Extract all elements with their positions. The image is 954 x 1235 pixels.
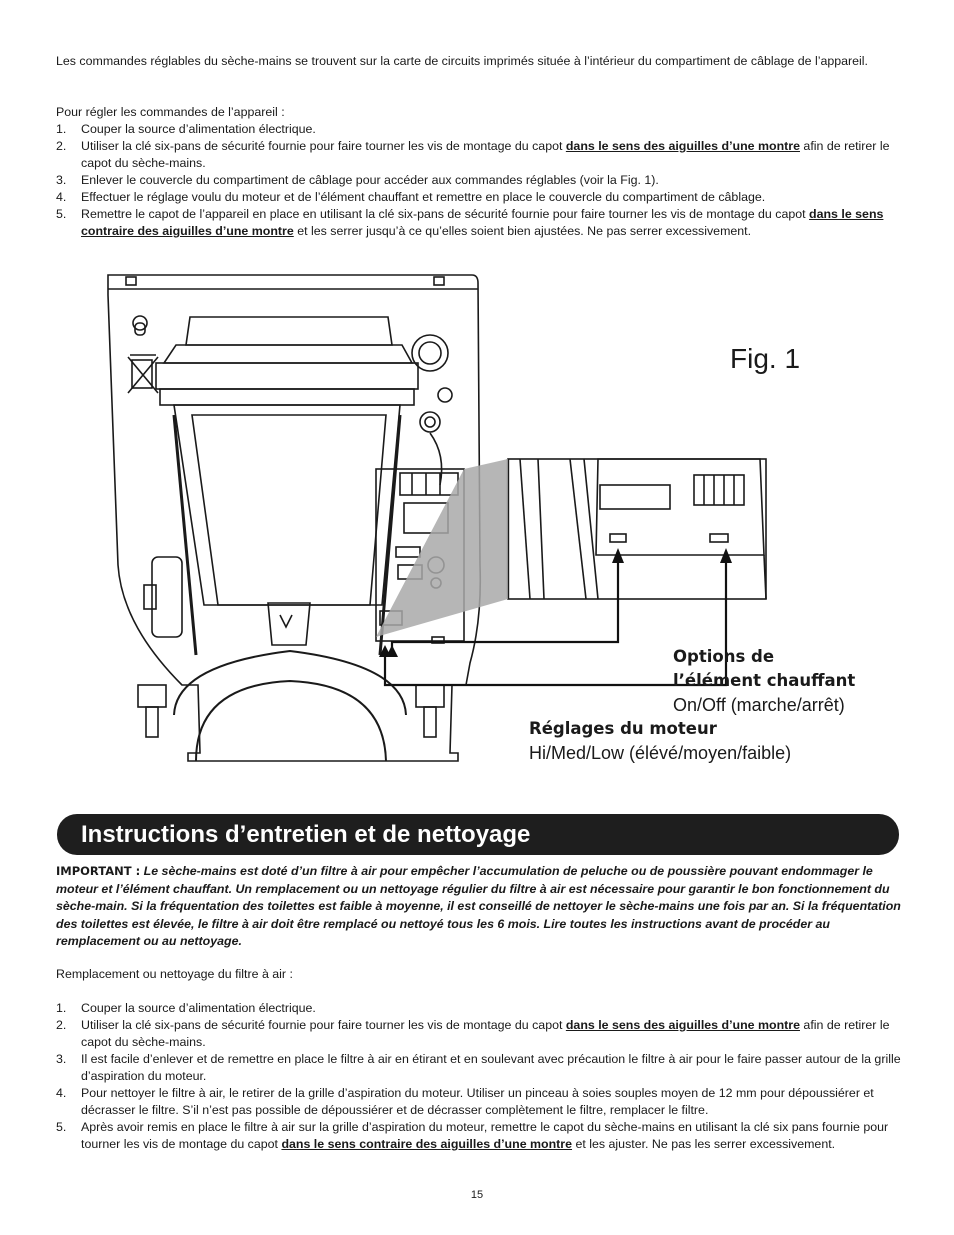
motor-options: Hi/Med/Low (élévé/moyen/faible) bbox=[529, 743, 792, 763]
outlet-hood bbox=[174, 651, 406, 715]
adjust-step-4: 4. Effectuer le réglage voulu du moteur et de l’élément chauffant et remettre en place le couvercle du compartiment de câblage. bbox=[56, 190, 766, 204]
heating-options: On/Off (marche/arrêt) bbox=[673, 695, 845, 715]
adjust-step-1: 1. Couper la source d’alimentation électrique. bbox=[56, 122, 316, 136]
zoomed-circuit-panel bbox=[508, 459, 766, 599]
motor-title: Réglages du moteur bbox=[529, 719, 717, 738]
intro-text: Les commandes réglables du sèche-mains se trouvent sur la carte de circuits imprimés située à l’intérieur du compartiment de câblage de l’appareil. bbox=[56, 54, 868, 68]
section-banner bbox=[57, 814, 899, 855]
section-title: Instructions d’entretien et de nettoyage bbox=[81, 821, 531, 848]
heating-title-line-1: Options de bbox=[673, 647, 775, 666]
motor-settings-callout bbox=[529, 717, 791, 765]
heating-title-line-2: l’élément chauffant bbox=[673, 671, 856, 690]
adjust-step-2: 2. Utiliser la clé six-pans de sécurité fournie pour faire tourner les vis de montage du capot dans le sens des aiguilles d’une montre afin de retirer le capot du sèche-mains. bbox=[56, 139, 890, 170]
filter-steps bbox=[56, 1000, 901, 1153]
dryer-housing-outline bbox=[108, 275, 480, 761]
adjust-step-3: 3. Enlever le couvercle du compartiment de câblage pour accéder aux commandes réglables (voir la Fig. 1). bbox=[56, 173, 659, 187]
adjust-step-5: 5. Remettre le capot de l’appareil en place en utilisant la clé six-pans de sécurité fournie pour faire tourner les vis de montage du capot dans le sens contraire des aiguilles d’une montre et les serrer jusqu’à ce qu’elles soient bien ajustées. Ne pas serrer excessivement. bbox=[56, 207, 884, 238]
disposal-symbol-icon bbox=[128, 355, 158, 393]
important-label: IMPORTANT : bbox=[56, 864, 141, 878]
filter-lead: Remplacement ou nettoyage du filtre à air : bbox=[56, 967, 293, 981]
filter-step-2: 2. Utiliser la clé six-pans de sécurité fournie pour faire tourner les vis de montage du capot dans le sens des aiguilles d’une montre afin de retirer le capot du sèche-mains. bbox=[56, 1018, 890, 1049]
heating-element-callout bbox=[673, 645, 855, 717]
heater-switch bbox=[610, 534, 626, 542]
filter-step-3: 3. Il est facile d’enlever et de remettre en place le filtre à air en étirant et en soulevant avec précaution le filtre à air pour le faire passer autour de la grille d’aspiration du moteur. bbox=[56, 1052, 901, 1083]
page-number: 15 bbox=[470, 1189, 484, 1201]
filter-instructions bbox=[56, 1000, 901, 1153]
figure-1 bbox=[100, 265, 900, 765]
adjust-instructions bbox=[56, 104, 901, 240]
motor-switch bbox=[710, 534, 728, 542]
filter-step-4: 4. Pour nettoyer le filtre à air, le retirer de la grille d’aspiration du moteur. Utiliser un pinceau à soies souples moyen de 12 mm pour dépoussiérer et décrasser le filtre. S’il n’est pas possible de dépoussiérer et de décrasser complètement le filtre, remplacer le filtre. bbox=[56, 1086, 874, 1117]
adjust-steps bbox=[56, 121, 901, 240]
filter-step-1: 1. Couper la source d’alimentation électrique. bbox=[56, 1001, 316, 1015]
important-text: Le sèche-mains est doté d’un filtre à air pour empêcher l’accumulation de peluche ou de poussière pouvant endommager le moteur et l’élément chauffant. Un remplacement ou un nettoyage régulier du filtre à air est nécessaire pour garantir le bon fonctionnement du sèche-main. Si la fréquentation des toilettes est faible à moyenne, il est conseillé de nettoyer le sèche-mains une fois par an. Si la fréquentation des toilettes est élevée, le filtre à air doit être remplacé ou nettoyé tous les 6 mois. Lire toutes les instructions avant de procéder au remplacement ou au nettoyage. bbox=[56, 864, 901, 948]
blower-body bbox=[174, 405, 400, 605]
figure-label: Fig. 1 bbox=[730, 343, 801, 374]
intro-paragraph bbox=[56, 53, 901, 70]
important-notice bbox=[56, 863, 911, 951]
gear-knob-icon bbox=[412, 335, 448, 371]
fan-dome bbox=[186, 317, 392, 345]
adjust-lead: Pour régler les commandes de l’appareil : bbox=[56, 105, 285, 119]
filter-step-5: 5. Après avoir remis en place le filtre à air sur la grille d’aspiration du moteur, remettre le capot du sèche-mains en utilisant la clé six pans fournie pour tourner les vis de montage du capot dans le sens contraire des aiguilles d’une montre et les ajuster. Ne pas les serrer excessivement. bbox=[56, 1120, 889, 1151]
